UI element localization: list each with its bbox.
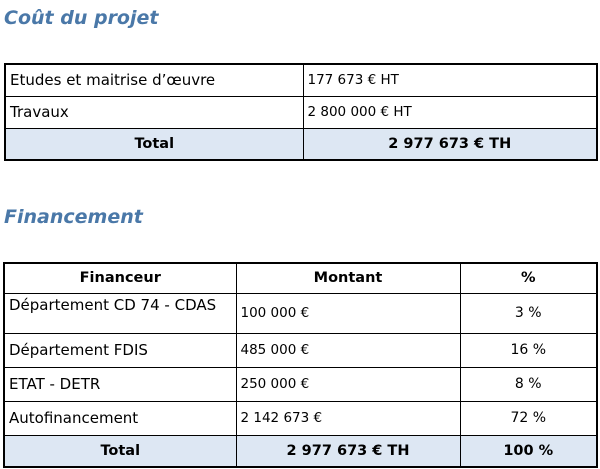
montant-cell: 485 000 € bbox=[236, 333, 460, 367]
financing-total-label: Total bbox=[4, 435, 236, 467]
financing-total-montant: 2 977 673 € TH bbox=[236, 435, 460, 467]
financeur-cell: ETAT - DETR bbox=[4, 367, 236, 401]
financing-header-row bbox=[4, 263, 597, 293]
montant-cell: 250 000 € bbox=[236, 367, 460, 401]
header-montant: Montant bbox=[236, 263, 460, 293]
table-row bbox=[5, 96, 597, 128]
financeur-cell: Département FDIS bbox=[4, 333, 236, 367]
montant-cell: 100 000 € bbox=[236, 293, 460, 333]
table-row bbox=[4, 367, 597, 401]
cost-section-title: Coût du projet bbox=[4, 7, 159, 29]
cost-amount: 177 673 € HT bbox=[303, 64, 597, 96]
cost-label: Etudes et maitrise d’œuvre bbox=[5, 64, 303, 96]
header-pct: % bbox=[460, 263, 597, 293]
table-row bbox=[4, 401, 597, 435]
financeur-cell: Département CD 74 - CDAS bbox=[4, 293, 236, 333]
cost-amount: 2 800 000 € HT bbox=[303, 96, 597, 128]
pct-cell: 3 % bbox=[460, 293, 597, 333]
cost-table bbox=[4, 63, 598, 161]
financing-total-pct: 100 % bbox=[460, 435, 597, 467]
financing-table bbox=[3, 262, 598, 468]
pct-cell: 16 % bbox=[460, 333, 597, 367]
cost-total-row bbox=[5, 128, 597, 160]
pct-cell: 8 % bbox=[460, 367, 597, 401]
table-row bbox=[4, 333, 597, 367]
cost-total-label: Total bbox=[5, 128, 303, 160]
cost-label: Travaux bbox=[5, 96, 303, 128]
table-row bbox=[4, 293, 597, 333]
pct-cell: 72 % bbox=[460, 401, 597, 435]
financing-section-title: Financement bbox=[4, 206, 143, 228]
cost-total-amount: 2 977 673 € TH bbox=[303, 128, 597, 160]
montant-cell: 2 142 673 € bbox=[236, 401, 460, 435]
financeur-cell: Autofinancement bbox=[4, 401, 236, 435]
header-financeur: Financeur bbox=[4, 263, 236, 293]
table-row bbox=[5, 64, 597, 96]
financing-total-row bbox=[4, 435, 597, 467]
